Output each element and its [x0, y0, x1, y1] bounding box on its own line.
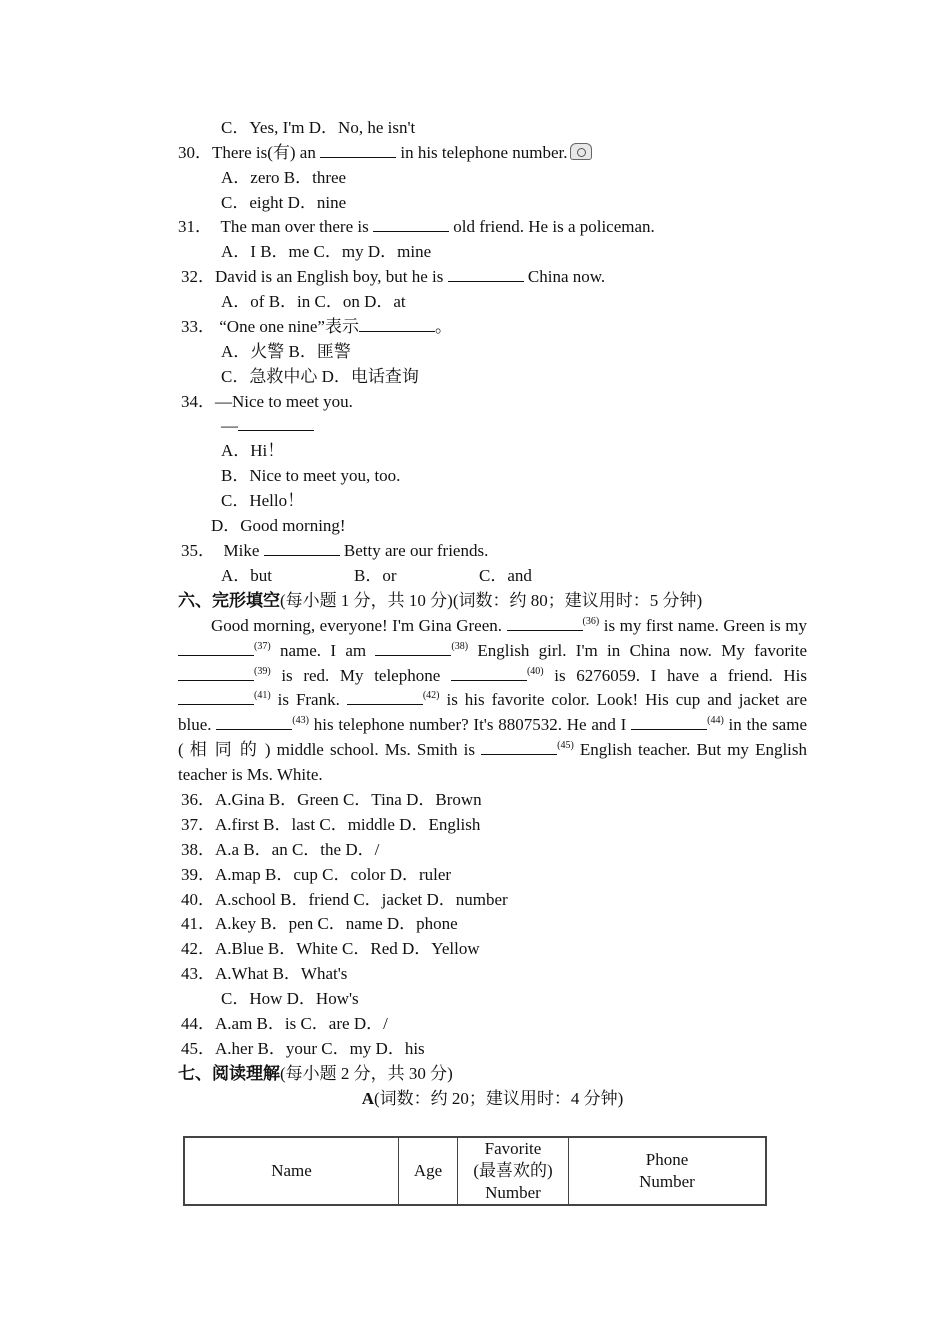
header-favorite-line1: Favorite	[484, 1139, 542, 1158]
cloze-option-44: 44．A.am B．is C．are D．/	[181, 1014, 388, 1033]
q33-options-ab: A．火警 B．匪警	[221, 342, 351, 361]
blank-36[interactable]	[507, 615, 583, 631]
q33-text-after: 。	[434, 317, 452, 336]
header-favorite-line3: Number	[485, 1183, 541, 1202]
blank-38-number: (38)	[451, 640, 469, 652]
q34-option-c: C．Hello！	[221, 491, 305, 510]
q32-blank[interactable]	[448, 266, 524, 282]
telephone-icon	[570, 143, 592, 160]
section-7-title: 七、阅读理解	[178, 1064, 280, 1083]
section-7a-info: (词数：约 20；建议用时：4 分钟)	[373, 1089, 624, 1108]
q32-text-after: China now.	[527, 267, 606, 286]
blank-45-number: (45)	[557, 739, 574, 751]
q34-option-a: A．Hi！	[221, 441, 285, 460]
blank-37[interactable]	[178, 640, 254, 656]
q30-options-cd: C．eight D．nine	[221, 193, 347, 212]
blank-36-number: (36)	[582, 616, 600, 627]
q30-number: 30．	[178, 143, 212, 162]
blank-39-number: (39)	[254, 665, 271, 677]
section-7a-header	[178, 1087, 807, 1111]
q35-option-b: B．or	[354, 566, 397, 585]
passage-text: is his favorite color. Look! His cup and jacket are blue.	[178, 690, 808, 735]
q34-text: —Nice to meet you.	[215, 392, 353, 411]
q35-blank[interactable]	[264, 540, 340, 556]
blank-44-number: (44)	[707, 715, 724, 727]
question-34	[181, 390, 353, 414]
passage-text: is red. My telephone	[281, 665, 441, 685]
q35-option-a: A．but	[221, 566, 272, 585]
question-31	[178, 215, 655, 239]
passage-text: his telephone number? It's 8807532. He and I	[313, 715, 627, 735]
q33-options-cd: C．急救中心 D．电话查询	[221, 367, 419, 386]
header-favorite-number	[458, 1137, 569, 1205]
question-30	[178, 141, 592, 165]
header-age: Age	[399, 1137, 458, 1205]
cloze-option-43: 43．A.What B．What's	[181, 964, 348, 983]
passage-text: Good morning, everyone! I'm Gina Green.	[211, 616, 502, 635]
blank-39[interactable]	[178, 665, 254, 681]
q35-text-after: Betty are our friends.	[343, 541, 489, 560]
section-7-info: (每小题 2 分，共 30 分)	[280, 1064, 453, 1083]
section-6-title: 六、完形填空	[178, 591, 280, 610]
q33-number: 33．	[181, 317, 215, 336]
q35-number: 35．	[181, 541, 215, 560]
q29-options-cd: C．Yes, I'm D．No, he isn't	[221, 118, 416, 137]
passage-text: English teacher. But my English teacher is Ms. White.	[178, 739, 808, 784]
q34-option-d: D．Good morning!	[211, 516, 346, 535]
blank-40-number: (40)	[526, 665, 544, 677]
q32-options: A．of B．in C．on D．at	[221, 292, 406, 311]
question-35	[181, 539, 488, 563]
blank-40[interactable]	[451, 665, 527, 681]
q30-options-ab: A．zero B．three	[221, 168, 347, 187]
q31-number: 31．	[178, 217, 212, 236]
cloze-option-39: 39．A.map B．cup C．color D．ruler	[181, 865, 452, 884]
blank-43[interactable]	[216, 714, 292, 730]
section-6-info: (每小题 1 分，共 10 分)(词数：约 80；建议用时：5 分钟)	[280, 591, 703, 610]
q31-text-before: The man over there is	[220, 217, 369, 236]
cloze-option-36: 36．A.Gina B．Green C．Tina D．Brown	[181, 790, 482, 809]
q30-text-after: in his telephone number.	[400, 143, 568, 162]
blank-38[interactable]	[375, 640, 451, 656]
passage-text: English girl. I'm in China now. My favorite	[477, 640, 808, 660]
header-phone-number	[569, 1137, 767, 1205]
question-32	[181, 265, 605, 289]
q31-options: A．I B．me C．my D．mine	[221, 242, 432, 261]
cloze-option-43-cd: C．How D．How's	[221, 989, 359, 1008]
cloze-passage	[178, 614, 807, 788]
cloze-option-45: 45．A.her B．your C．my D．his	[181, 1039, 425, 1058]
q33-text-before: “One one nine”表示	[219, 317, 359, 336]
table-header-row	[184, 1137, 766, 1205]
header-phone-line2: Number	[639, 1172, 695, 1191]
passage-text: is 6276059. I have a friend. His	[554, 665, 808, 685]
blank-41[interactable]	[178, 689, 254, 705]
q35-text-before: Mike	[223, 541, 260, 560]
blank-37-number: (37)	[254, 640, 271, 652]
q34-number: 34．	[181, 392, 215, 411]
q33-blank[interactable]	[359, 316, 435, 332]
q34-reply-dash: —	[221, 416, 238, 435]
section-6-header	[178, 589, 702, 613]
blank-43-number: (43)	[292, 715, 309, 727]
q30-text-before: There is(有) an	[212, 143, 316, 162]
blank-42-number: (42)	[422, 690, 440, 702]
q34-option-b: B．Nice to meet you, too.	[221, 466, 401, 485]
q31-blank[interactable]	[373, 216, 449, 232]
q34-blank[interactable]	[238, 415, 314, 431]
cloze-option-38: 38．A.a B．an C．the D．/	[181, 840, 380, 859]
blank-42[interactable]	[347, 689, 423, 705]
passage-text: is Frank.	[277, 690, 340, 710]
cloze-option-40: 40．A.school B．friend C．jacket D．number	[181, 890, 508, 909]
cloze-option-42: 42．A.Blue B．White C．Red D．Yellow	[181, 939, 480, 958]
header-favorite-line2: (最喜欢的)	[473, 1161, 553, 1180]
q34-reply	[221, 414, 314, 438]
passage-text: is my first name. Green is my	[603, 616, 807, 635]
blank-41-number: (41)	[254, 690, 271, 702]
q35-option-c: C．and	[479, 566, 532, 585]
cloze-option-41: 41．A.key B．pen C．name D．phone	[181, 914, 458, 933]
question-33	[181, 315, 452, 339]
blank-45[interactable]	[481, 739, 557, 755]
q31-text-after: old friend. He is a policeman.	[453, 217, 655, 236]
q32-number: 32．	[181, 267, 215, 286]
header-name: Name	[184, 1137, 399, 1205]
passage-text: in the same ( 相 同 的 ) middle school. Ms. Smith is	[178, 715, 807, 759]
passage-text: name. I am	[279, 640, 367, 660]
header-phone-line1: Phone	[645, 1150, 689, 1169]
cloze-option-37: 37．A.first B．last C．middle D．English	[181, 815, 481, 834]
section-7-header	[178, 1062, 453, 1086]
info-table	[183, 1136, 767, 1206]
q30-blank[interactable]	[320, 142, 396, 158]
section-7a-title: A	[361, 1089, 374, 1108]
q32-text-before: David is an English boy, but he is	[215, 267, 444, 286]
blank-44[interactable]	[631, 714, 707, 730]
